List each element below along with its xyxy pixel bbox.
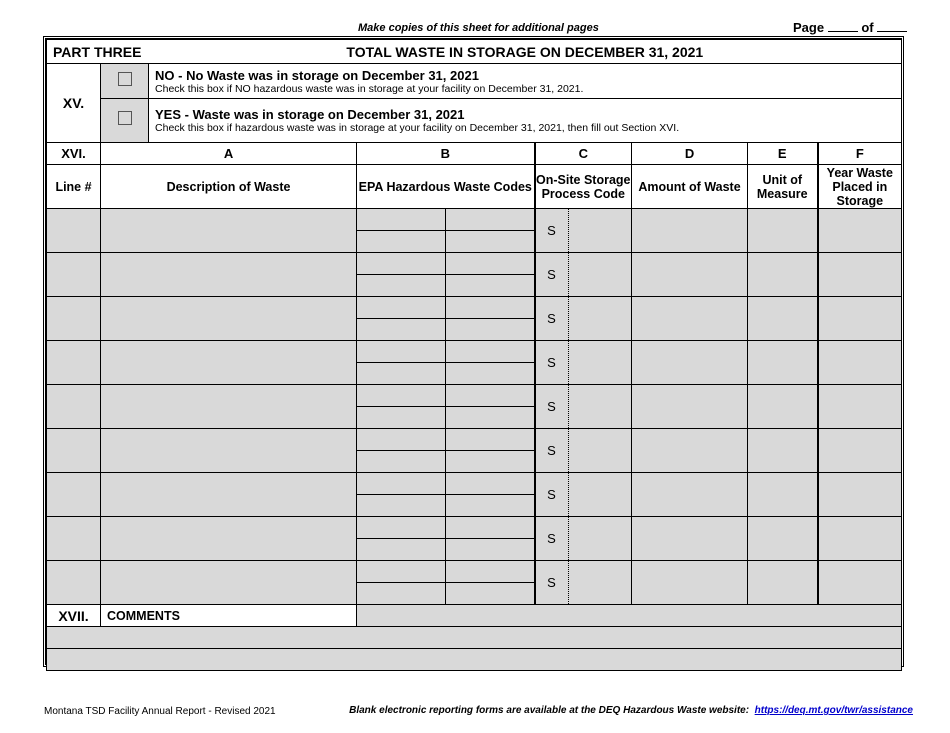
epa-code-field[interactable] bbox=[445, 583, 534, 604]
data-rows bbox=[47, 209, 902, 605]
col-d-header: D bbox=[632, 143, 748, 165]
year-field[interactable] bbox=[818, 253, 902, 297]
footer-note bbox=[349, 705, 913, 716]
unit-header: Unit of Measure bbox=[748, 165, 818, 209]
unit-field[interactable] bbox=[748, 429, 818, 473]
process-code-field[interactable] bbox=[569, 341, 632, 384]
col-a-header: A bbox=[101, 143, 357, 165]
epa-code-field[interactable] bbox=[357, 209, 445, 230]
unit-field[interactable] bbox=[748, 517, 818, 561]
yes-option-title: YES - Waste was in storage on December 31, 2021 bbox=[155, 107, 465, 122]
epa-code-field[interactable] bbox=[445, 495, 534, 516]
epa-code-field[interactable] bbox=[357, 385, 445, 406]
amount-field[interactable] bbox=[632, 341, 748, 385]
epa-code-field[interactable] bbox=[357, 429, 445, 450]
epa-code-field[interactable] bbox=[445, 209, 534, 230]
epa-code-field[interactable] bbox=[445, 275, 534, 296]
line-number-field[interactable] bbox=[47, 385, 101, 429]
epa-code-field[interactable] bbox=[445, 385, 534, 406]
epa-codes-cell bbox=[357, 253, 535, 297]
no-option-desc: Check this box if NO hazardous waste was in storage at your facility on December 31, 2021. bbox=[155, 82, 584, 95]
epa-code-field[interactable] bbox=[357, 539, 445, 560]
part-title: TOTAL WASTE IN STORAGE ON DECEMBER 31, 2021 bbox=[149, 40, 902, 64]
epa-code-field[interactable] bbox=[445, 297, 534, 318]
line-number-field[interactable] bbox=[47, 209, 101, 253]
epa-codes-cell bbox=[357, 297, 535, 341]
line-number-field[interactable] bbox=[47, 517, 101, 561]
epa-code-field[interactable] bbox=[357, 275, 445, 296]
table-row bbox=[47, 429, 902, 473]
yes-option bbox=[149, 99, 902, 143]
table-row bbox=[47, 473, 902, 517]
description-field[interactable] bbox=[101, 561, 357, 605]
epa-codes-cell bbox=[357, 209, 535, 253]
epa-code-field[interactable] bbox=[445, 539, 534, 560]
no-option bbox=[149, 64, 902, 99]
section-xv-label: XV. bbox=[47, 64, 101, 143]
unit-field[interactable] bbox=[748, 473, 818, 517]
page-label: Page bbox=[793, 20, 825, 35]
description-field[interactable] bbox=[101, 341, 357, 385]
epa-code-field[interactable] bbox=[357, 451, 445, 472]
epa-code-field[interactable] bbox=[445, 517, 534, 538]
process-code-prefix: S bbox=[536, 341, 569, 384]
no-option-title: NO - No Waste was in storage on December 31, 2021 bbox=[155, 67, 479, 83]
description-field[interactable] bbox=[101, 517, 357, 561]
epa-code-field[interactable] bbox=[445, 363, 534, 384]
process-code-field[interactable] bbox=[569, 517, 632, 560]
year-field[interactable] bbox=[818, 385, 902, 429]
line-number-field[interactable] bbox=[47, 297, 101, 341]
epa-code-field[interactable] bbox=[445, 561, 534, 582]
epa-code-field[interactable] bbox=[445, 341, 534, 362]
form-frame bbox=[43, 36, 904, 667]
line-number-field[interactable] bbox=[47, 341, 101, 385]
footer-form-title: Montana TSD Facility Annual Report - Revised 2021 bbox=[44, 706, 276, 717]
epa-code-field[interactable] bbox=[445, 451, 534, 472]
yes-checkbox-cell bbox=[101, 99, 149, 143]
process-code-cell bbox=[535, 253, 632, 297]
year-field[interactable] bbox=[818, 473, 902, 517]
page-counter bbox=[793, 20, 907, 35]
section-xvi-label: XVI. bbox=[47, 143, 101, 165]
col-c-header: C bbox=[535, 143, 632, 165]
comments-label-text: COMMENTS bbox=[107, 608, 180, 623]
year-header: Year Waste Placed in Storage bbox=[818, 165, 902, 209]
table-row bbox=[47, 561, 902, 605]
part-label: PART THREE bbox=[47, 40, 149, 64]
page-total-field[interactable] bbox=[877, 21, 907, 32]
process-code-field[interactable] bbox=[569, 253, 632, 296]
line-number-field[interactable] bbox=[47, 473, 101, 517]
amount-field[interactable] bbox=[632, 517, 748, 561]
amount-field[interactable] bbox=[632, 297, 748, 341]
comments-field-3[interactable] bbox=[47, 649, 902, 671]
waste-storage-table bbox=[46, 39, 902, 671]
process-code-cell bbox=[535, 429, 632, 473]
section-xvii-label: XVII. bbox=[47, 605, 101, 627]
epa-codes-header: EPA Hazardous Waste Codes bbox=[357, 165, 535, 209]
epa-code-field[interactable] bbox=[445, 231, 534, 252]
epa-codes-cell bbox=[357, 561, 535, 605]
process-code-field[interactable] bbox=[569, 385, 632, 428]
yes-option-desc: Check this box if hazardous waste was in storage at your facility on December 31, 2021, then fill out Section XVI. bbox=[155, 122, 680, 134]
year-field[interactable] bbox=[818, 561, 902, 605]
epa-code-field[interactable] bbox=[357, 231, 445, 252]
col-b-header: B bbox=[357, 143, 535, 165]
table-row bbox=[47, 209, 902, 253]
table-row bbox=[47, 297, 902, 341]
line-number-field[interactable] bbox=[47, 561, 101, 605]
amount-field[interactable] bbox=[632, 561, 748, 605]
process-code-prefix: S bbox=[536, 253, 569, 296]
of-label: of bbox=[861, 20, 874, 35]
process-code-prefix: S bbox=[536, 429, 569, 472]
description-field[interactable] bbox=[101, 209, 357, 253]
process-code-field[interactable] bbox=[569, 473, 632, 516]
table-row bbox=[47, 385, 902, 429]
epa-code-field[interactable] bbox=[445, 253, 534, 274]
amount-field[interactable] bbox=[632, 209, 748, 253]
footer-note-text: Blank electronic reporting forms are available at the DEQ Hazardous Waste website: bbox=[349, 705, 750, 716]
process-code-cell bbox=[535, 517, 632, 561]
epa-code-field[interactable] bbox=[445, 473, 534, 494]
comments-field-1[interactable] bbox=[357, 605, 902, 627]
process-code-prefix: S bbox=[536, 473, 569, 516]
process-code-field[interactable] bbox=[569, 429, 632, 472]
process-code-prefix: S bbox=[536, 297, 569, 340]
year-field[interactable] bbox=[818, 209, 902, 253]
line-number-header: Line # bbox=[47, 165, 101, 209]
amount-header: Amount of Waste bbox=[632, 165, 748, 209]
epa-code-field[interactable] bbox=[357, 253, 445, 274]
line-number-field[interactable] bbox=[47, 429, 101, 473]
unit-field[interactable] bbox=[748, 297, 818, 341]
epa-code-field[interactable] bbox=[357, 473, 445, 494]
process-code-prefix: S bbox=[536, 209, 569, 252]
process-code-cell bbox=[535, 561, 632, 605]
epa-code-field[interactable] bbox=[445, 429, 534, 450]
process-code-prefix: S bbox=[536, 561, 569, 604]
process-code-cell bbox=[535, 209, 632, 253]
unit-field[interactable] bbox=[748, 561, 818, 605]
epa-codes-cell bbox=[357, 517, 535, 561]
yes-waste-checkbox[interactable] bbox=[118, 111, 132, 125]
epa-codes-cell bbox=[357, 385, 535, 429]
amount-field[interactable] bbox=[632, 429, 748, 473]
process-code-field[interactable] bbox=[569, 297, 632, 340]
epa-codes-cell bbox=[357, 429, 535, 473]
description-field[interactable] bbox=[101, 297, 357, 341]
unit-field[interactable] bbox=[748, 253, 818, 297]
epa-code-field[interactable] bbox=[357, 583, 445, 604]
description-field[interactable] bbox=[101, 253, 357, 297]
table-row bbox=[47, 253, 902, 297]
year-field[interactable] bbox=[818, 297, 902, 341]
comments-label bbox=[101, 605, 357, 627]
table-row bbox=[47, 517, 902, 561]
epa-code-field[interactable] bbox=[357, 561, 445, 582]
process-code-cell bbox=[535, 297, 632, 341]
year-field[interactable] bbox=[818, 429, 902, 473]
line-number-field[interactable] bbox=[47, 253, 101, 297]
process-code-cell bbox=[535, 385, 632, 429]
description-header: Description of Waste bbox=[101, 165, 357, 209]
copy-note: Make copies of this sheet for additional pages bbox=[358, 22, 599, 34]
epa-code-field[interactable] bbox=[445, 319, 534, 340]
process-code-cell bbox=[535, 341, 632, 385]
process-code-field[interactable] bbox=[569, 561, 632, 604]
unit-field[interactable] bbox=[748, 209, 818, 253]
epa-code-field[interactable] bbox=[357, 363, 445, 384]
amount-field[interactable] bbox=[632, 473, 748, 517]
year-field[interactable] bbox=[818, 341, 902, 385]
no-checkbox-cell bbox=[101, 64, 149, 99]
process-code-prefix: S bbox=[536, 517, 569, 560]
epa-code-field[interactable] bbox=[357, 517, 445, 538]
no-waste-checkbox[interactable] bbox=[118, 72, 132, 86]
amount-field[interactable] bbox=[632, 253, 748, 297]
epa-codes-cell bbox=[357, 473, 535, 517]
description-field[interactable] bbox=[101, 473, 357, 517]
unit-field[interactable] bbox=[748, 385, 818, 429]
description-field[interactable] bbox=[101, 385, 357, 429]
comments-field-2[interactable] bbox=[47, 627, 902, 649]
epa-code-field[interactable] bbox=[357, 495, 445, 516]
process-code-field[interactable] bbox=[569, 209, 632, 252]
epa-codes-cell bbox=[357, 341, 535, 385]
epa-code-field[interactable] bbox=[357, 341, 445, 362]
year-field[interactable] bbox=[818, 517, 902, 561]
deq-website-link[interactable]: https://deq.mt.gov/twr/assistance bbox=[754, 705, 913, 716]
epa-code-field[interactable] bbox=[357, 407, 445, 428]
process-code-header: On-Site Storage Process Code bbox=[535, 165, 632, 209]
unit-field[interactable] bbox=[748, 341, 818, 385]
epa-code-field[interactable] bbox=[445, 407, 534, 428]
epa-code-field[interactable] bbox=[357, 297, 445, 318]
table-row bbox=[47, 341, 902, 385]
page-number-field[interactable] bbox=[828, 21, 858, 32]
process-code-prefix: S bbox=[536, 385, 569, 428]
col-e-header: E bbox=[748, 143, 818, 165]
col-f-header: F bbox=[818, 143, 902, 165]
epa-code-field[interactable] bbox=[357, 319, 445, 340]
amount-field[interactable] bbox=[632, 385, 748, 429]
description-field[interactable] bbox=[101, 429, 357, 473]
process-code-cell bbox=[535, 473, 632, 517]
